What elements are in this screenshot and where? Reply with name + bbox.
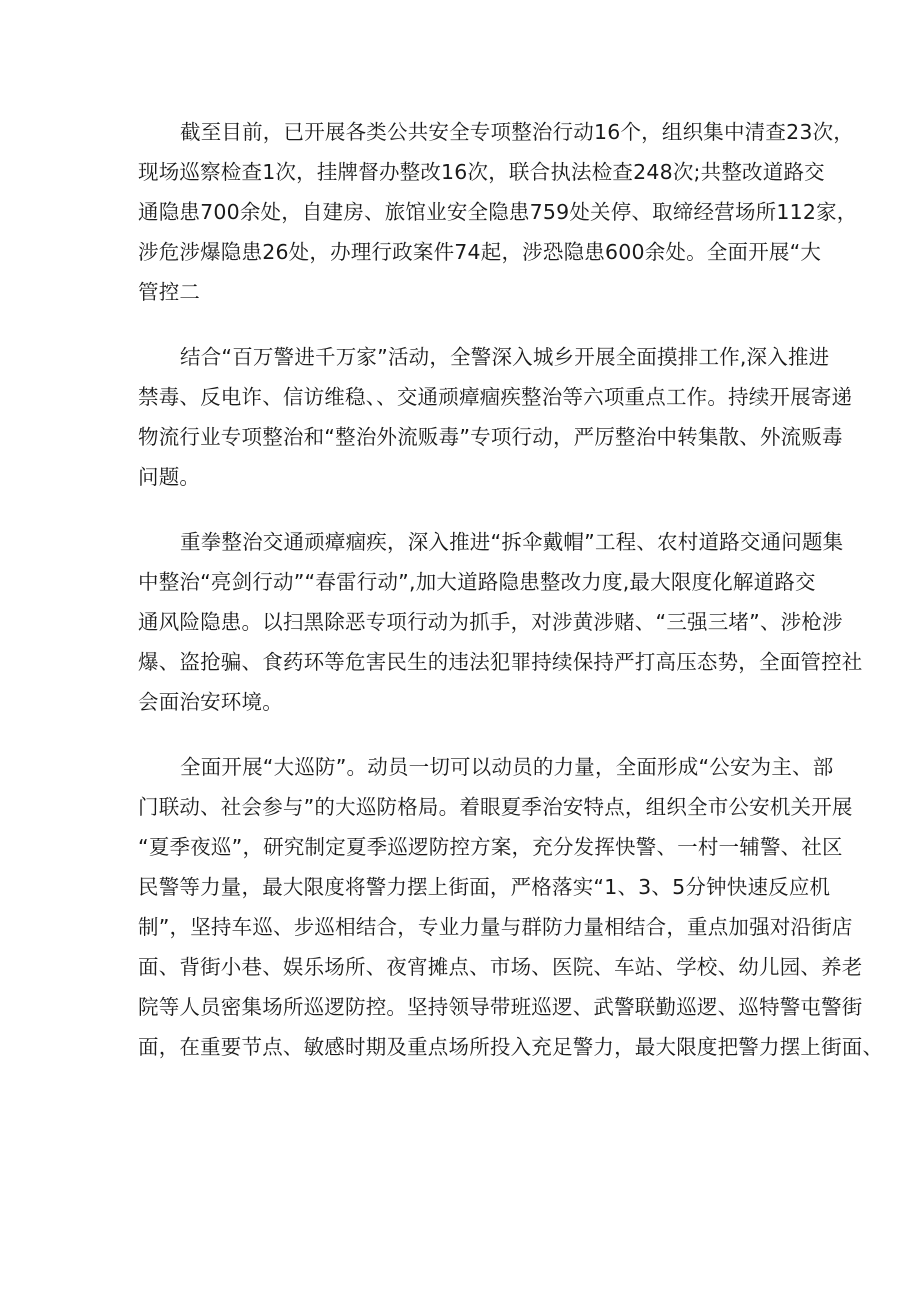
text-line: 通隐患700余处，自建房、旅馆业安全隐患759处关停、取缔经营场所112家， bbox=[138, 200, 858, 224]
text-line: 全面开展“大巡防”。动员一切可以动员的力量，全面形成“公安为主、部 bbox=[180, 755, 834, 779]
text-line: 门联动、社会参与”的大巡防格局。着眼夏季治安特点，组织全市公安机关开展 bbox=[138, 795, 853, 819]
text-line: 管控二 bbox=[138, 280, 201, 304]
text-line: 制”，坚持车巡、步巡相结合，专业力量与群防力量相结合，重点加强对沿街店 bbox=[138, 915, 853, 939]
text-line: 面、背街小巷、娱乐场所、夜宵摊点、市场、医院、车站、学校、幼儿园、养老 bbox=[138, 955, 863, 979]
text-line: 物流行业专项整治和“整治外流贩毒”专项行动，严厉整治中转集散、外流贩毒 bbox=[138, 425, 843, 449]
text-line: 结合“百万警进千万家”活动，全警深入城乡开展全面摸排工作,深入推进 bbox=[180, 345, 830, 369]
paragraph-2 bbox=[138, 337, 853, 497]
text-line: 现场巡察检查1次，挂牌督办整改16次，联合执法检查248次;共整改道路交 bbox=[138, 160, 825, 184]
text-line: 重拳整治交通顽瘴痼疾，深入推进“拆伞戴帽”工程、农村道路交通问题集 bbox=[180, 530, 844, 554]
document-body bbox=[138, 112, 884, 1092]
text-line: 截至目前，已开展各类公共安全专项整治行动16个，组织集中清查23次， bbox=[180, 120, 854, 144]
paragraph-1 bbox=[138, 112, 858, 312]
text-line: 问题。 bbox=[138, 465, 201, 489]
text-line: 院等人员密集场所巡逻防控。坚持领导带班巡逻、武警联勤巡逻、巡特警屯警街 bbox=[138, 995, 863, 1019]
text-line: 通风险隐患。以扫黑除恶专项行动为抓手，对涉黄涉赌、“三强三堵”、涉枪涉 bbox=[138, 610, 843, 634]
text-line: “夏季夜巡”，研究制定夏季巡逻防控方案，充分发挥快警、一村一辅警、社区 bbox=[138, 835, 843, 859]
text-line: 中整治“亮剑行动”“春雷行动”,加大道路隐患整改力度,最大限度化解道路交 bbox=[138, 570, 816, 594]
text-line: 会面治安环境。 bbox=[138, 690, 283, 714]
text-line: 面，在重要节点、敏感时期及重点场所投入充足警力，最大限度把警力摆上街面、 bbox=[138, 1035, 884, 1059]
paragraph-3 bbox=[138, 522, 863, 722]
text-line: 禁毒、反电诈、信访维稳、、交通顽瘴痼疾整治等六项重点工作。持续开展寄递 bbox=[138, 385, 853, 409]
text-line: 爆、盗抢骗、食药环等危害民生的违法犯罪持续保持严打高压态势，全面管控社 bbox=[138, 650, 863, 674]
paragraph-4 bbox=[138, 747, 884, 1067]
text-line: 涉危涉爆隐患26处，办理行政案件74起，涉恐隐患600余处。全面开展“大 bbox=[138, 240, 822, 264]
text-line: 民警等力量，最大限度将警力摆上街面，严格落实“1、3、5分钟快速反应机 bbox=[138, 875, 831, 899]
